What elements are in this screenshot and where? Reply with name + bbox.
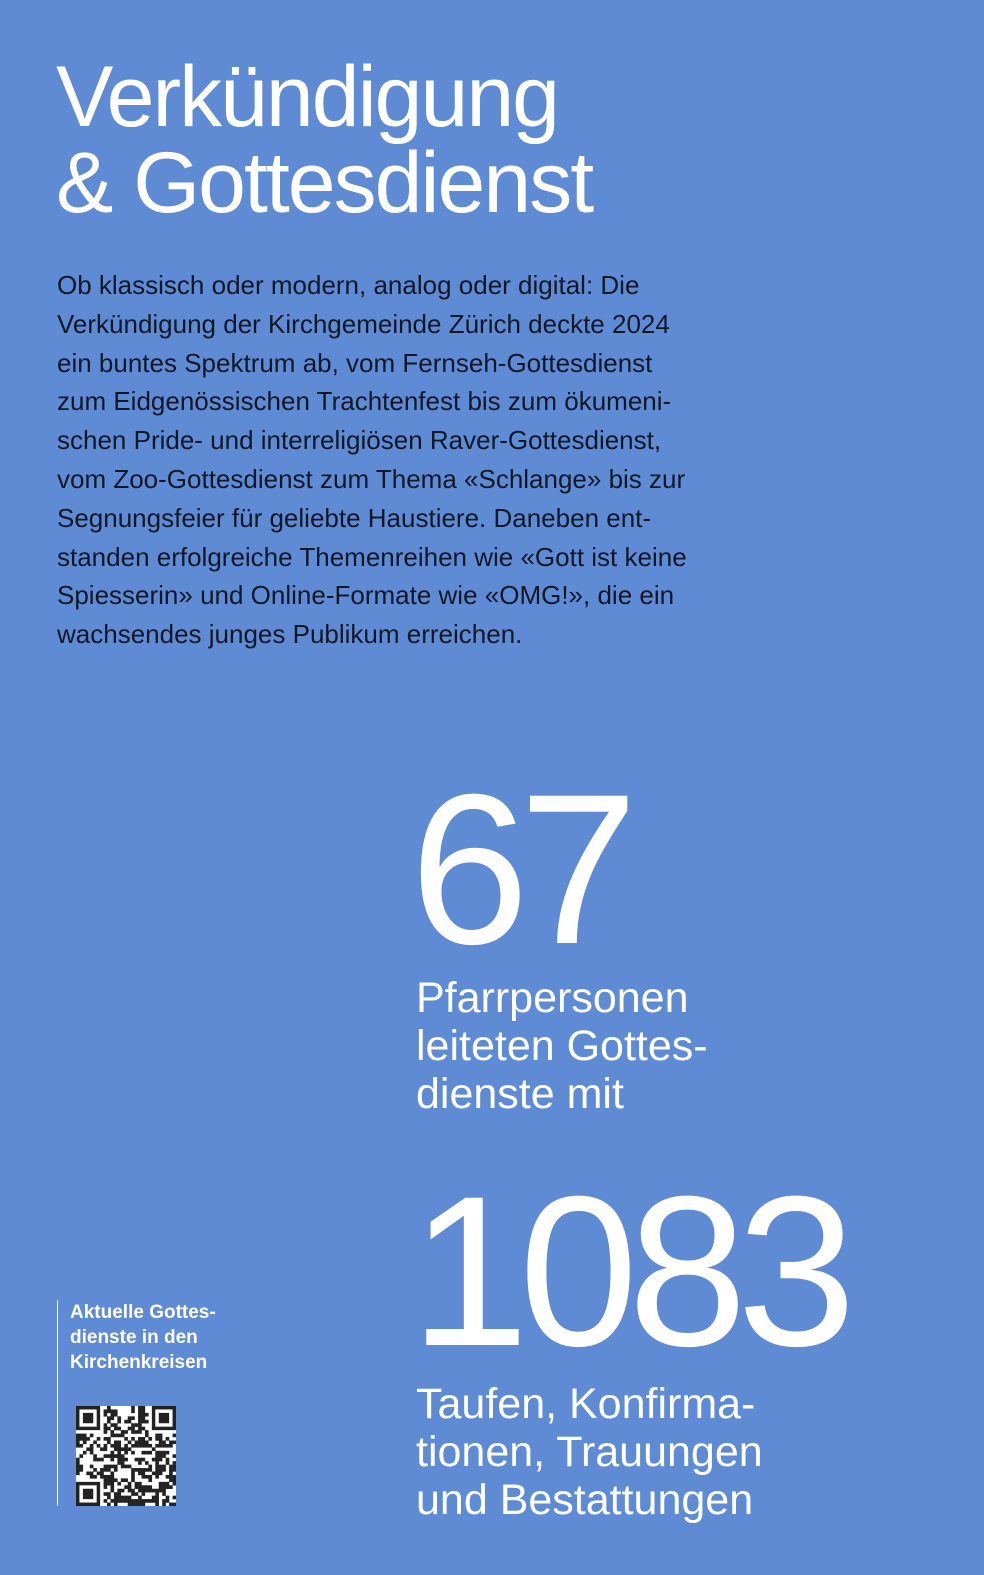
stat-label: Pfarrpersonen leiteten Gottes- dienste mit (416, 974, 708, 1118)
services-sidebar (57, 1300, 257, 1506)
stat-number: 67 (410, 750, 629, 989)
sidebar-caption: Aktuelle Gottes- dienste in den Kirchenkreisen (70, 1302, 216, 1373)
page-title-line-2: & Gottesdienst (56, 135, 593, 231)
qr-code-icon[interactable] (76, 1406, 176, 1506)
stat-number: 1083 (410, 1152, 847, 1391)
stat-pastors (410, 750, 708, 1118)
page-title-line-1: Verkündigung (56, 49, 558, 145)
qr-code-graphic (76, 1406, 176, 1506)
intro-paragraph: Ob klassisch oder modern, analog oder digital: Die Verkündigung der Kirchgemeinde Zürich deckte 2024 ein buntes Spektrum ab, vom Fernseh-Gottesdienst zum Eidgenössischen Trachtenfest bis zum ökumeni- schen Pride- und interreligiösen Raver-Gottesdienst, vom Zoo-Gottesdienst zum Thema «Schlange» bis zur Segnungsfeier für geliebte Haustiere. Daneben ent- standen erfolgreiche Themenreihen wie «Gott ist keine Spiesserin» und Online-Formate wie «OMG!», die ein wachsendes junges Publikum erreichen. (57, 270, 687, 650)
stat-ceremonies (410, 1152, 847, 1524)
page-title (56, 49, 593, 231)
stat-label: Taufen, Konfirma- tionen, Trauungen und Bestattungen (416, 1380, 763, 1524)
